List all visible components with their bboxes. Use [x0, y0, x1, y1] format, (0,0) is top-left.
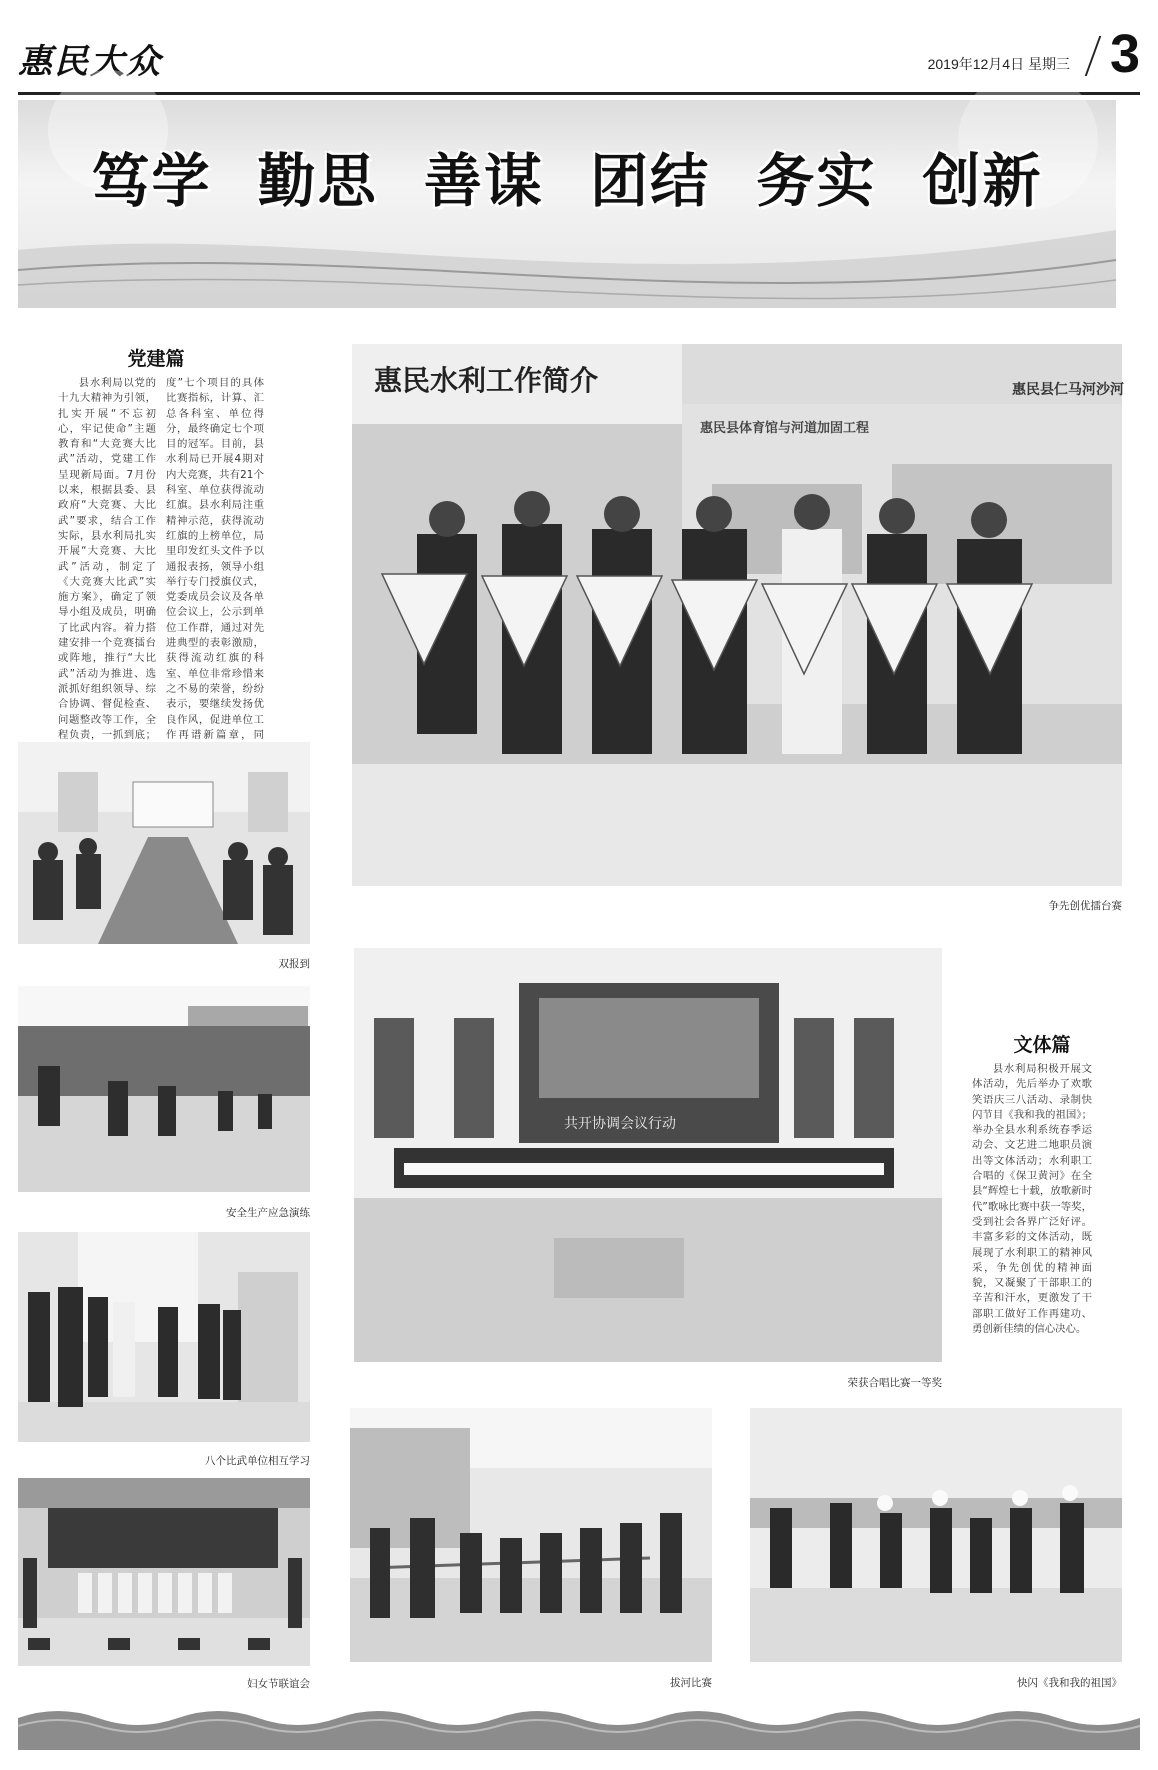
page-number: 3: [1109, 24, 1140, 84]
party-section-heading: 党建篇: [127, 348, 185, 370]
party-text-col2: 度”七个项目的具体比赛指标，计算、汇总各科室、单位得分，最终确定七个项目的冠军。目前，县水利局已开展4期对内大竞赛，共有21个科室、单位获得流动红旗。县水利局注重精神示范，获得流动红旗的上榜单位，局里印发红头文件予以通报表扬，领导小组举行专门授旗仪式，党委成员会议及各单位会议上，公示到单位工作群，通过对先进典型的表彰激励，获得流动红旗的科室、单位非常珍惜来之不易的荣誉，纷纷表示，要继续发扬优良作风，促进单位工作再谱新篇章，同: [166, 377, 264, 741]
party-text-column-2: [166, 376, 264, 741]
photo-flash-mob: [750, 1408, 1122, 1662]
culture-text-column: [972, 1062, 1092, 1336]
caption-meeting: 双报到: [278, 958, 310, 970]
newspaper-logo: 惠民大众: [18, 42, 162, 82]
footer-decoration: [18, 1700, 1140, 1750]
photo-unit-visit: [18, 1232, 310, 1442]
caption-tug: 拔河比赛: [670, 1677, 712, 1689]
headline-banner: [18, 100, 1116, 308]
stage-screen-text: 共开协调会议行动: [564, 1116, 676, 1132]
culture-text: 县水利局积极开展文体活动，先后举办了欢歌笑语庆三八活动、录制快闪节目《我和我的祖国》；举办全县水利系统春季运动会、文艺进二地职员演出等文体活动；水利职工合唱的《保卫黄河》在全县“辉煌七十载，放歌新时代”歌咏比赛中获一等奖，受到社会各界广泛好评。丰富多彩的文体活动，既展现了水利职工的精神风采，争先创优的精神面貌，又凝聚了干部职工的辛苦和汗水，更激发了干部职工做好工作再建功、勇创新佳绩的信心决心。: [972, 1063, 1092, 1336]
motto-word: 笃学: [91, 147, 212, 215]
caption-choir: 荣获合唱比赛一等奖: [847, 1377, 942, 1389]
photo-womens-day: [18, 1478, 310, 1666]
masthead-slash: [1085, 36, 1102, 76]
culture-section-heading: 文体篇: [1013, 1034, 1071, 1056]
banner-motto: [18, 134, 1116, 218]
photo-award-ceremony: [352, 344, 1122, 886]
party-text-col1: 县水利局以党的十九大精神为引领，扎实开展“不忘初心，牢记使命”主题教育和“大竞赛大比武”活动，党建工作呈现新局面。7月份以来，根据县委、县政府“大竞赛、大比武”要求，结合工作实际，县水利局扎实开展“大竞赛、大比武”活动，制定了《大竞赛大比武”实施方案》，确定了领导小组及成员，明确了比武内容。着力搭建安排一个竞赛擂台或阵地，推行“大比武”活动为推进、选派抓好组织领导、综合协调、督促检查、问题整改等工作，全程负责，一抓到底；: [58, 377, 156, 741]
motto-word: 团结: [590, 147, 711, 215]
motto-word: 创新: [922, 147, 1043, 215]
photo-tug-of-war: [350, 1408, 712, 1662]
photo-meeting: [18, 742, 310, 944]
motto-word: 务实: [756, 147, 877, 215]
caption-main: 争先创优擂台赛: [1048, 900, 1122, 912]
sign-side-title: 惠民县仁马河沙河: [1012, 382, 1124, 398]
masthead: [18, 24, 1140, 88]
motto-word: 勤思: [257, 147, 378, 215]
masthead-rule: [18, 92, 1140, 95]
photo-choir: [354, 948, 942, 1362]
photo-emergency-drill: [18, 986, 310, 1192]
caption-drill: 安全生产应急演练: [226, 1207, 310, 1219]
sign-side-subtitle: 惠民县体育馆与河道加固工程: [700, 421, 870, 436]
party-text-column-1: [58, 376, 156, 741]
motto-word: 善谋: [423, 147, 544, 215]
caption-womens-day: 妇女节联谊会: [247, 1678, 310, 1690]
sign-main-title: 惠民水利工作简介: [374, 364, 599, 397]
caption-flashmob: 快闪《我和我的祖国》: [1017, 1677, 1122, 1689]
caption-visit: 八个比武单位相互学习: [205, 1455, 310, 1467]
issue-date: 2019年12月4日 星期三: [927, 56, 1070, 72]
